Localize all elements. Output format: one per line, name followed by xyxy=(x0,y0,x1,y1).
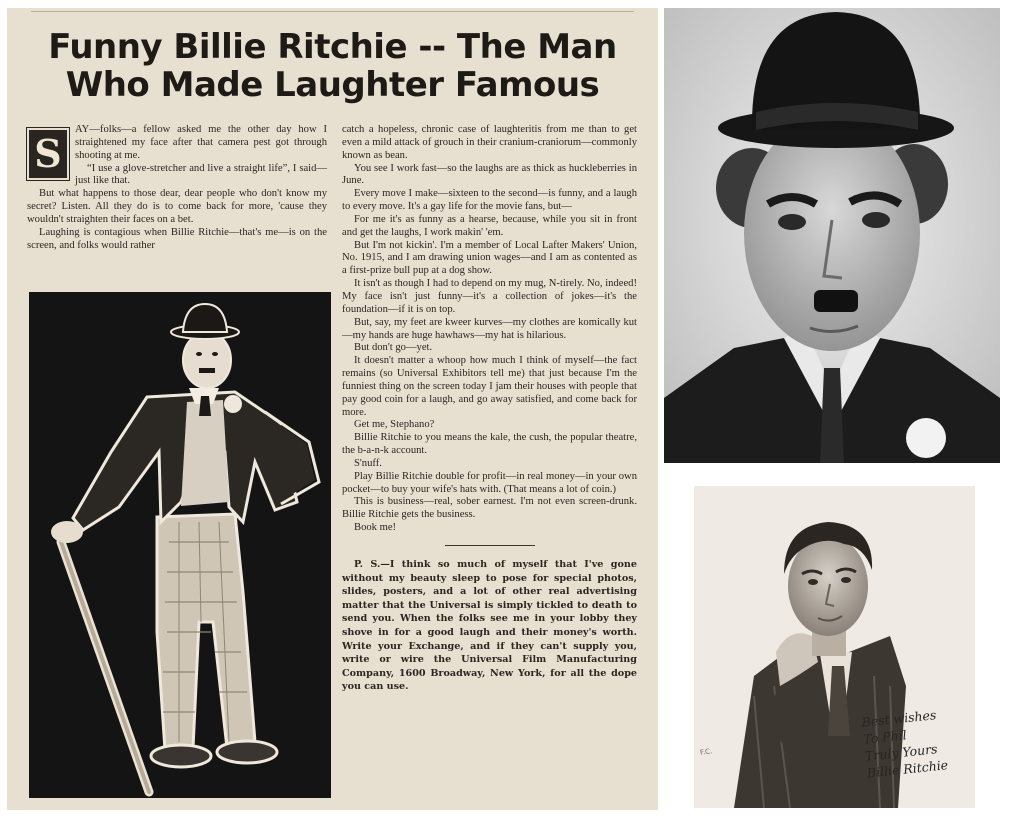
paragraph: It doesn't matter a whoop how much I think of myself—the fact remains (so Universal Exhibitors tell me) that just because I'm the funniest thing on the screen today I jam their houses with people that pay good coin for a laugh, and go away satisfied, and come back for more. xyxy=(342,355,637,418)
paragraph: AY—folks—a fellow asked me the other day how I straightened my face after that camera pest got through shooting at me. xyxy=(75,124,327,161)
inscription-line: Truly Yours xyxy=(864,741,939,764)
drop-cap: S xyxy=(27,128,69,180)
postscript: P. S.—I think so much of myself that I've gone without my beauty sleep to pose for special photos, slides, posters, and a lot of other real advertising matter that the Universal is simply tickled to death to send you. When the folks see me in your lobby they shove in for a good laugh and their money's worth. Write your Exchange, and if they can't supply you, write or wire the Universal Film Manufacturing Company, 1600 Broadway, New York, for all the dope you can use. xyxy=(342,559,637,693)
magazine-page xyxy=(7,8,658,810)
autograph-inscription xyxy=(861,702,975,781)
comedian-figure-drawing xyxy=(29,292,331,798)
inscription-line: Best wishes xyxy=(860,707,937,730)
inscription-line: To Phil xyxy=(862,727,908,747)
section-divider xyxy=(445,545,535,546)
paragraph: Book me! xyxy=(354,522,397,534)
paragraph: But, say, my feet are kweer kurves—my clothes are komically kut—my hands are huge hawhaws—my hat is hilarious. xyxy=(342,316,637,341)
paragraph: catch a hopeless, chronic case of laughteritis from me than to get even a mild attack of grouch in their cranium-craniorum—commonly known as bean. xyxy=(342,124,637,161)
paragraph: It isn't as though I had to depend on my mug, N-tirely. No, indeed! My face isn't just funny—it's a collection of jokes—it's the foundation—if it is on top. xyxy=(342,278,637,315)
paragraph: Laughing is contagious when Billie Ritchie—that's me—is on the screen, and folks would rather xyxy=(27,226,327,251)
studio-mark: F.C. xyxy=(699,747,713,757)
paragraph: Play Billie Ritchie double for profit—in real money—in your own pocket—to buy your wife's hats with. (That means a lot of coin.) xyxy=(342,470,637,495)
paragraph: This is business—real, sober earnest. I'm not even screen-drunk. Billie Ritchie gets the business. xyxy=(342,496,637,521)
paragraph: S'nuff. xyxy=(354,457,382,469)
bowler-hat-portrait-photo xyxy=(664,8,1000,463)
article-headline xyxy=(7,28,658,104)
paragraph: But I'm not kickin'. I'm a member of Local Lafter Makers' Union, No. 1915, and I am drawing union wages—and I am as contented as a first-prize bull pup at a dog show. xyxy=(342,239,637,277)
paragraph: For me it's as funny as a hearse, because, while you sit in front and get the laughs, I work makin' 'em. xyxy=(342,213,637,238)
paragraph: You see I work fast—so the laughs are as thick as huckleberries in June. xyxy=(342,162,637,187)
paragraph: Every move I make—sixteen to the second—is funny, and a laugh to every move. It's a gay life for the movie fans, but— xyxy=(342,188,637,213)
paragraph: “I use a glove-stretcher and live a straight life”, I said—just like that. xyxy=(75,162,327,187)
bowler-hat-portrait xyxy=(664,8,1000,463)
inscription-line: Billie Ritchie xyxy=(866,757,949,781)
headline-line-1: Funny Billie Ritchie -- The Man xyxy=(48,27,617,67)
article-column-1 xyxy=(27,124,327,252)
comedian-figure-illustration xyxy=(29,292,331,798)
top-rule xyxy=(31,11,634,12)
signed-portrait-photo xyxy=(694,486,975,808)
headline-line-2: Who Made Laughter Famous xyxy=(65,65,600,105)
paragraph: Get me, Stephano? xyxy=(354,419,435,431)
paragraph: Billie Ritchie to you means the kale, the cush, the popular theatre, the b-a-n-k account. xyxy=(342,432,637,457)
paragraph: But don't go—yet. xyxy=(354,342,433,354)
article-column-2 xyxy=(342,124,637,694)
paragraph: But what happens to those dear, dear people who don't know my secret? Listen. All they do is to come back for more, 'cause they wouldn't straighten their faces on a bet. xyxy=(27,188,327,225)
